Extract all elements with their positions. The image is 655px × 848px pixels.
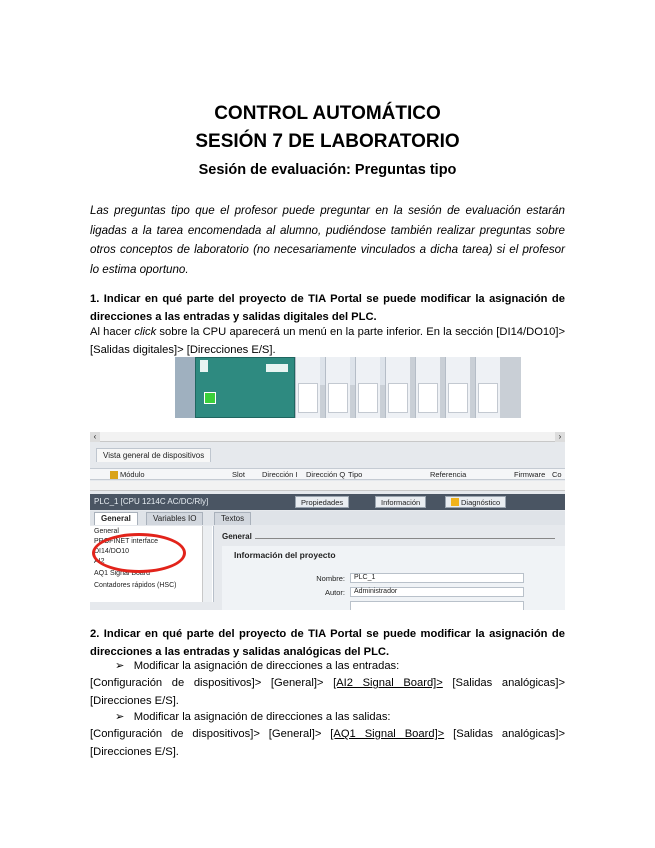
tree-item-aq1-signal-board[interactable]: AQ1 Signal Board xyxy=(94,570,151,577)
scroll-left-icon[interactable]: ‹ xyxy=(90,432,100,442)
answer-1-click: click xyxy=(134,326,157,338)
tab-diagnostics[interactable]: Diagnóstico xyxy=(445,496,506,508)
tab-properties[interactable]: Propiedades xyxy=(295,496,349,508)
module-icon xyxy=(110,471,118,479)
tree-item-hsc[interactable]: Contadores rápidos (HSC) xyxy=(94,582,177,589)
module-slot[interactable] xyxy=(445,357,470,418)
col-address-i[interactable]: Dirección I xyxy=(262,470,298,479)
section-divider xyxy=(255,538,555,539)
highlight-circle xyxy=(92,533,186,573)
section-general: General xyxy=(222,532,252,541)
session-title: SESIÓN 7 DE LABORATORIO xyxy=(195,131,460,152)
question-1: 1. Indicar en qué parte del proyecto de TIA Portal se puede modificar la asignación de direcciones a las entradas y salidas digitales del PLC. xyxy=(90,293,565,323)
answer-1-post: sobre la CPU aparecerá un menú en la parte inferior. En la sección [DI14/DO10]> [Salidas digitales]> [Direcciones E/S]. xyxy=(90,326,566,356)
hardware-view-screenshot xyxy=(175,357,521,418)
path-1: [Configuración de dispositivos]> [General]> [AI2 Signal Board]> [Salidas analógicas]> [Direcciones E/S]. xyxy=(90,677,565,707)
warning-icon xyxy=(451,498,459,506)
tree-item-general[interactable]: General xyxy=(94,528,119,535)
plc-title: PLC_1 [CPU 1214C AC/DC/Rly] xyxy=(94,497,209,506)
arrow-bullet-icon: ➢ xyxy=(115,660,134,672)
intro-paragraph: Las preguntas tipo que el profesor puede preguntar en la sesión de evaluación estarán ligadas a la tarea encomendada al alumno, pudiéndose también realizar preguntas sobre otros conceptos de laboratorio (no necesariamente vinculados a dicha tarea) si el profesor lo estima oportuno. xyxy=(90,204,565,276)
bullet-1: ➢ Modificar la asignación de direcciones a las entradas: xyxy=(115,660,400,672)
module-slot[interactable] xyxy=(385,357,410,418)
col-type[interactable]: Tipo xyxy=(348,470,363,479)
module-slot[interactable] xyxy=(325,357,350,418)
answer-1 xyxy=(90,324,565,359)
tree-item-di14-do10[interactable]: DI14/DO10 xyxy=(94,548,130,555)
path-1-link: [AI2 Signal Board]> xyxy=(333,677,443,689)
module-slot[interactable] xyxy=(355,357,380,418)
tree-item-profinet[interactable]: PROFINET interface xyxy=(94,538,159,545)
arrow-bullet-icon: ➢ xyxy=(115,711,134,723)
comment-field[interactable] xyxy=(350,601,524,610)
device-overview-header xyxy=(90,468,565,480)
bullet-2: ➢ Modificar la asignación de direcciones a las salidas: xyxy=(115,711,391,723)
col-reference[interactable]: Referencia xyxy=(430,470,467,479)
path-2-link: [AQ1 Signal Board]> xyxy=(330,728,445,740)
col-comment[interactable]: Co xyxy=(552,470,562,479)
module-slot[interactable] xyxy=(415,357,440,418)
col-module[interactable]: Módulo xyxy=(120,470,145,479)
scroll-right-icon[interactable]: › xyxy=(555,432,565,442)
tree-item-ai2[interactable]: AI2 xyxy=(94,558,105,565)
col-firmware[interactable]: Firmware xyxy=(514,470,546,479)
project-info-title: Información del proyecto xyxy=(234,550,336,560)
project-info-panel xyxy=(222,546,565,610)
name-label: Nombre: xyxy=(316,574,345,583)
tab-texts[interactable]: Textos xyxy=(214,512,251,525)
tab-general[interactable]: General xyxy=(94,512,138,525)
module-slot[interactable] xyxy=(295,357,320,418)
tab-io-variables[interactable]: Variables IO xyxy=(146,512,203,525)
question-2: 2. Indicar en qué parte del proyecto de TIA Portal se puede modificar la asignación de direcciones a las entradas y salidas analógicas del PLC. xyxy=(90,628,565,658)
col-slot[interactable]: Slot xyxy=(232,470,245,479)
cpu-status-led-icon xyxy=(204,392,216,404)
answer-1-pre: Al hacer xyxy=(90,326,135,338)
rack-rail xyxy=(175,357,195,418)
col-address-q[interactable]: Dirección Q xyxy=(306,470,346,479)
device-overview-tab[interactable]: Vista general de dispositivos xyxy=(96,448,211,462)
vertical-scrollbar[interactable] xyxy=(202,526,212,602)
module-slot[interactable] xyxy=(475,357,500,418)
inspector-title-bar xyxy=(90,494,565,510)
name-field[interactable]: PLC_1 xyxy=(350,573,524,583)
properties-tabs xyxy=(90,511,565,525)
cpu-module[interactable] xyxy=(195,357,295,418)
document-subtitle: Sesión de evaluación: Preguntas tipo xyxy=(198,162,457,178)
path-2: [Configuración de dispositivos]> [General]> [AQ1 Signal Board]> [Salidas analógicas]> [Direcciones E/S]. xyxy=(90,728,565,758)
author-field[interactable]: Administrador xyxy=(350,587,524,597)
tab-info[interactable]: Información xyxy=(375,496,426,508)
horizontal-scrollbar[interactable] xyxy=(90,481,565,491)
author-label: Autor: xyxy=(324,588,345,597)
horizontal-scrollbar[interactable] xyxy=(90,432,565,442)
tia-portal-screenshot xyxy=(90,432,565,610)
document-title: CONTROL AUTOMÁTICO xyxy=(214,103,441,124)
